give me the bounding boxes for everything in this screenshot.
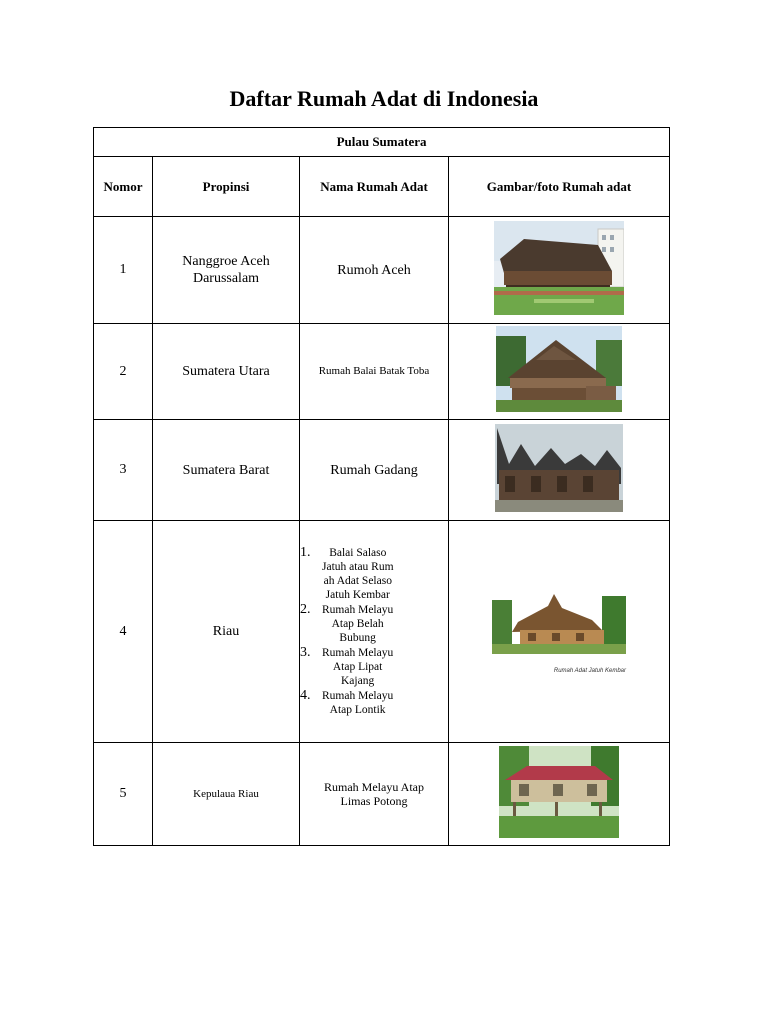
rumah-adat-table <box>93 127 670 846</box>
table-row <box>94 420 670 521</box>
island-header: Pulau Sumatera <box>94 128 670 157</box>
header-gambar: Gambar/foto Rumah adat <box>449 157 670 217</box>
table-row <box>94 521 670 743</box>
list-item: 1. Balai Salaso Jatuh atau Rum ah Adat Selaso Jatuh Kembar <box>300 544 394 601</box>
photo-limas-potong <box>499 746 619 843</box>
table-row <box>94 217 670 324</box>
province-cell: Riau <box>153 521 300 743</box>
image-caption: Rumah Adat Jatuh Kembar <box>553 667 627 674</box>
image-cell <box>449 420 670 521</box>
list-item: 3. Rumah Melayu Atap Lipat Kajang <box>300 644 394 687</box>
row-number: 1 <box>94 217 153 324</box>
house-name: Rumah Gadang <box>300 420 449 521</box>
row-number: 3 <box>94 420 153 521</box>
row-number: 4 <box>94 521 153 743</box>
row-number: 5 <box>94 743 153 846</box>
photo-rumah-gadang <box>495 424 623 517</box>
list-item: 4. Rumah Melayu Atap Lontik <box>300 687 394 716</box>
province-line: Nanggroe Aceh <box>182 254 270 269</box>
province-cell: Sumatera Barat <box>153 420 300 521</box>
province-cell <box>153 217 300 324</box>
table-row <box>94 324 670 420</box>
house-name: Rumah Balai Batak Toba <box>300 324 449 420</box>
image-cell <box>449 521 670 743</box>
page-title: Daftar Rumah Adat di Indonesia <box>229 86 539 111</box>
image-cell <box>449 743 670 846</box>
header-nomor: Nomor <box>94 157 153 217</box>
row-number: 2 <box>94 324 153 420</box>
house-name: Rumah Melayu Atap Limas Potong <box>300 743 449 846</box>
header-nama-rumah-adat: Nama Rumah Adat <box>300 157 449 217</box>
photo-rumah-riau <box>492 590 626 674</box>
photo-rumoh-aceh <box>494 221 624 320</box>
image-cell <box>449 324 670 420</box>
house-name: Rumoh Aceh <box>300 217 449 324</box>
province-cell: Sumatera Utara <box>153 324 300 420</box>
photo-batak-toba <box>496 326 622 417</box>
table-row <box>94 743 670 846</box>
header-propinsi: Propinsi <box>153 157 300 217</box>
province-line: Darussalam <box>192 271 260 286</box>
image-cell <box>449 217 670 324</box>
list-item: 2. Rumah Melayu Atap Belah Bubung <box>300 601 394 644</box>
house-name-list <box>300 521 449 743</box>
province-cell: Kepulaua Riau <box>153 743 300 846</box>
